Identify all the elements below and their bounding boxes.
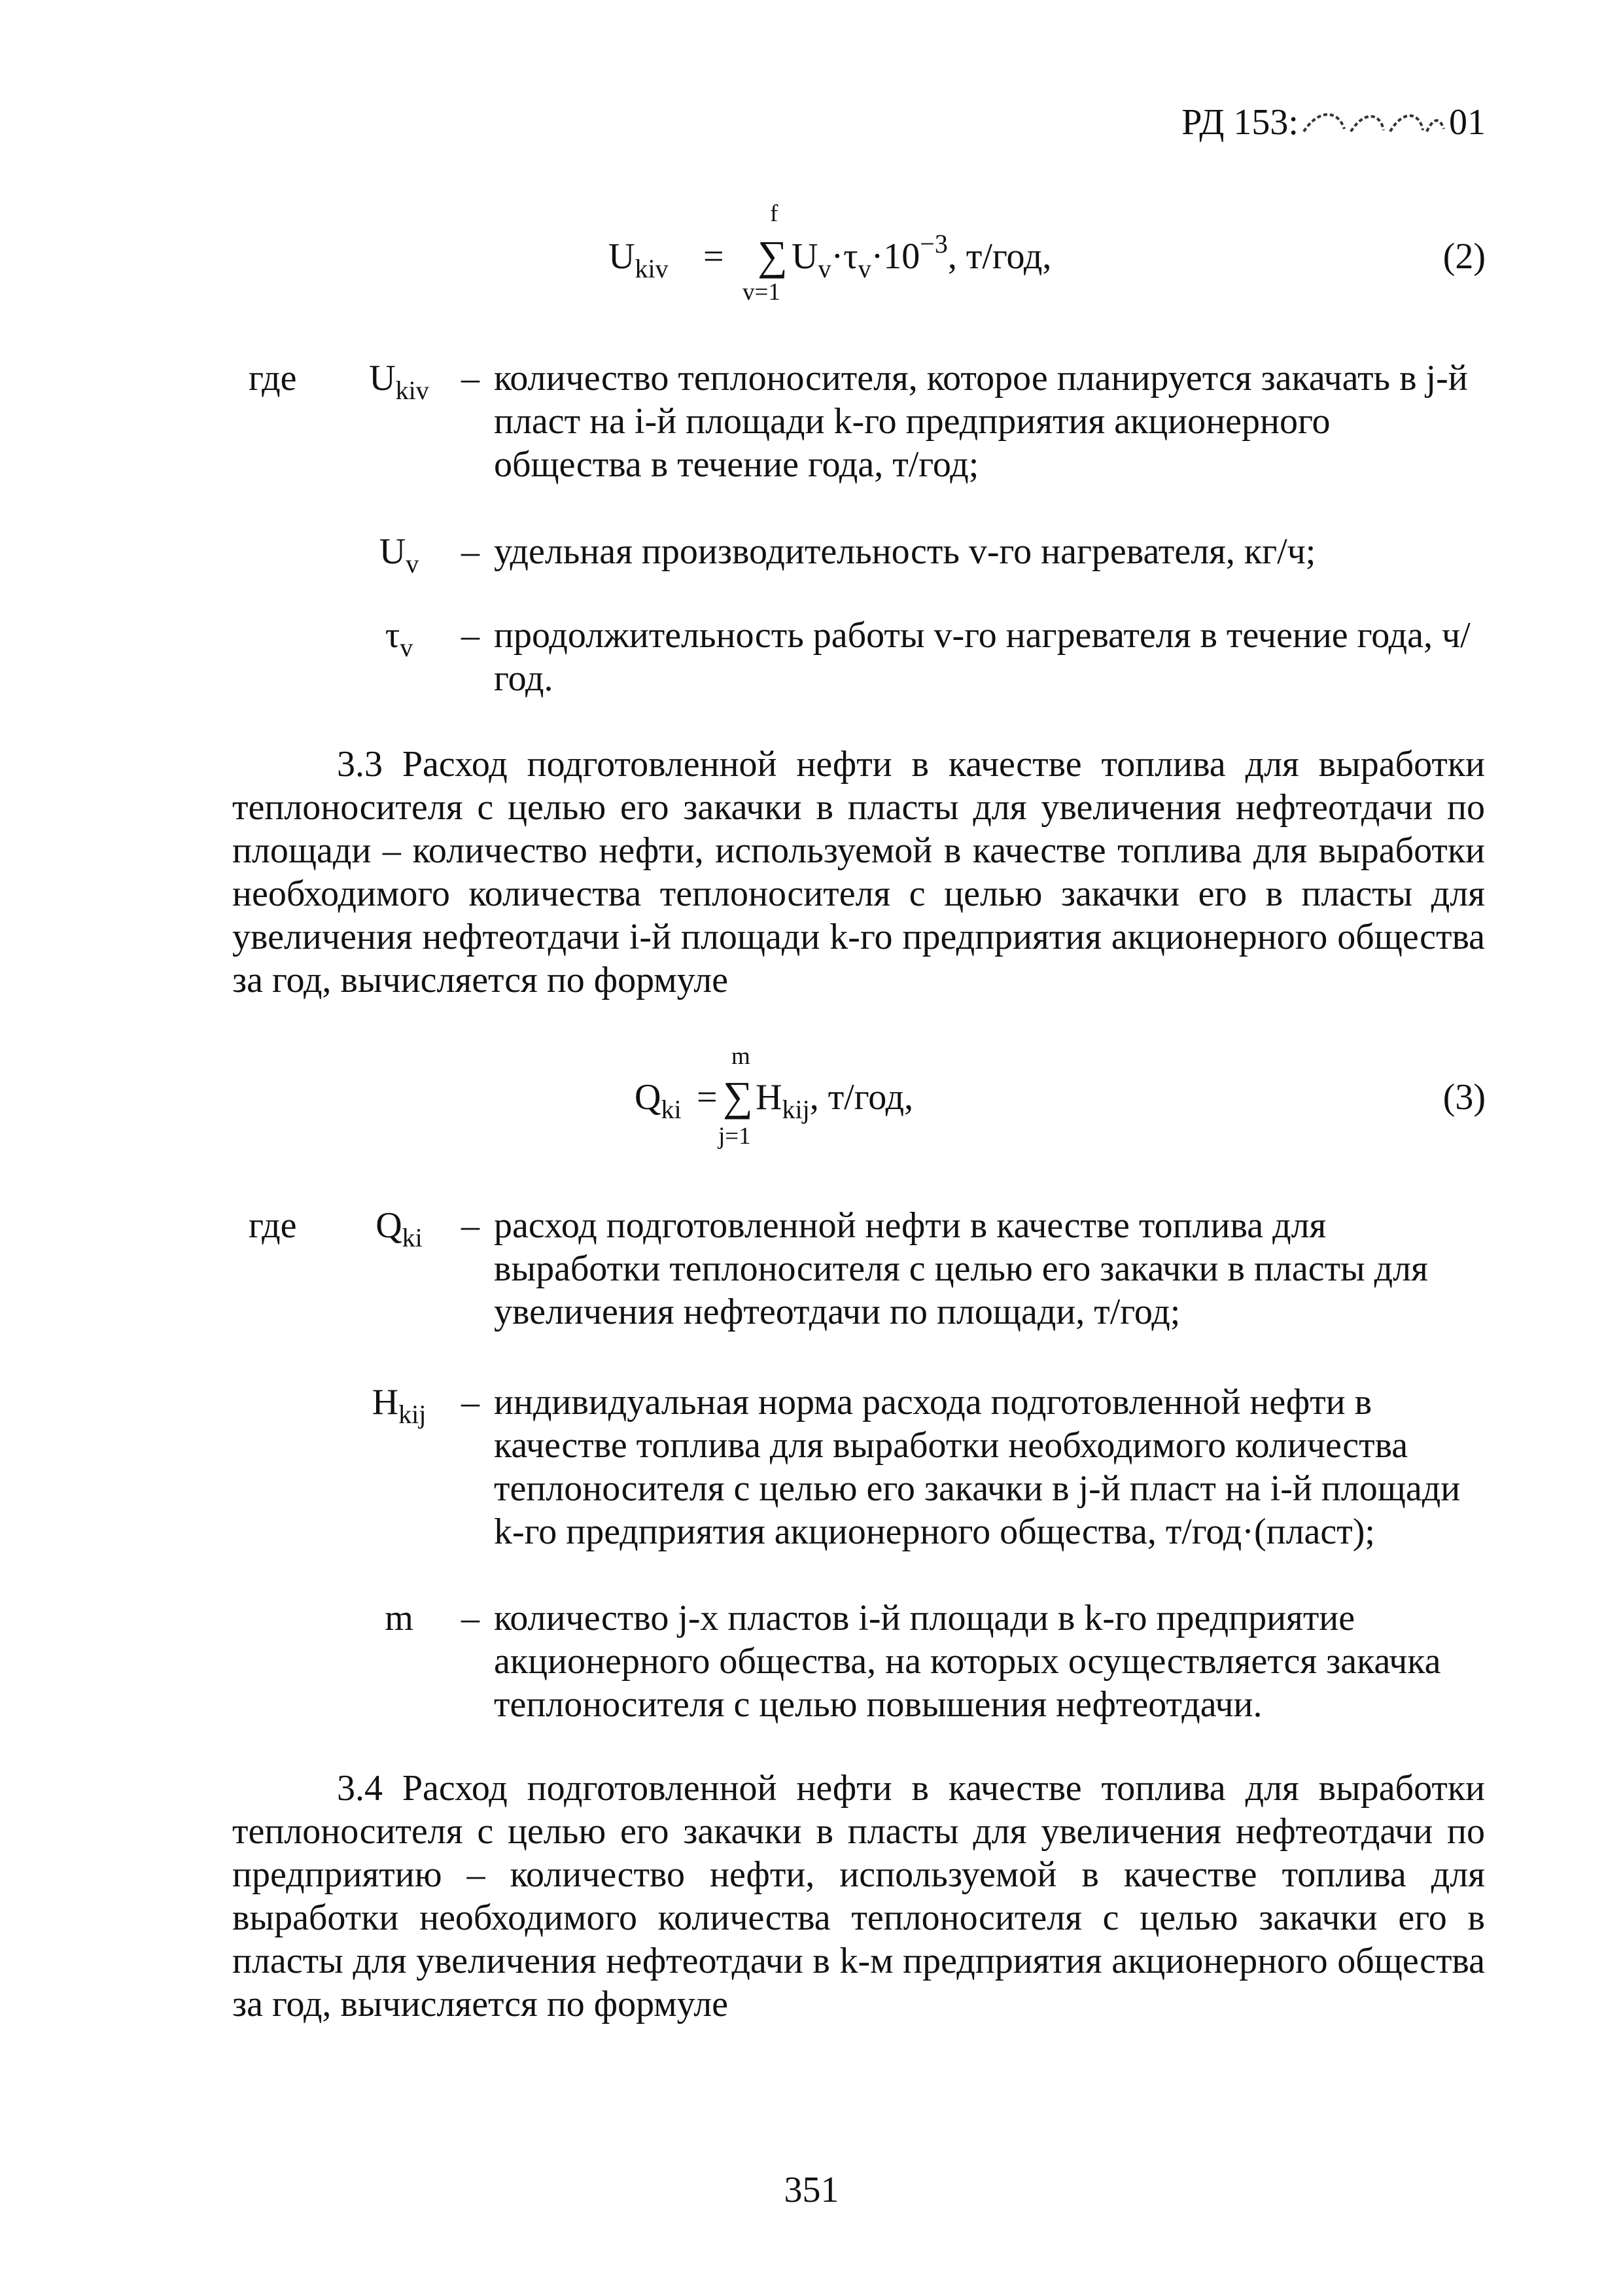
paragraph-3-4: 3.4 Расход подготовленной нефти в качестве топлива для выработки теплоносителя с целью его закачки в пласты для увеличения нефтеотдачи по предприятию – количество нефти, используемой в качестве топлива для выработки необходимого количества теплоносителя с целью закачки его в пласты для увеличения нефтеотдачи в k-м предприятия акционерного общества за год, вычисляется по формуле <box>232 1768 1485 2024</box>
definition-text: количество j-х пластов i-й площади в k-го предприятие акционерного общества, на которых осуществляется закачка теплоносителя с целью повышения нефтеотдачи. <box>494 1598 1441 1725</box>
definition-qki: где $Q_{ki}$ – расход подготовленной нефти в качестве топлива для выработки теплоносителя с целью его закачки в пласты для увеличения нефтеотдачи по площади, т/год; <box>249 1204 1485 1333</box>
symbol: $U_{kiv}$ <box>369 358 429 405</box>
document-code <box>1181 101 1486 143</box>
sum-upper-limit: f <box>770 200 778 227</box>
definition-hkij: $H_{kij}$ – индивидуальная норма расхода подготовленной нефти в качестве топлива для выработки необходимого количества теплоносителя с целью его закачки в j-й пласт на i-й площади k-го предприятия акционерного общества, т/год·(пласт); <box>249 1381 1485 1553</box>
equation-number-2: (2) <box>1442 236 1486 277</box>
definition-text: количество теплоносителя, которое планируется закачать в j-й пласт на i-й площади k-го предприятия акционерного общества в течение года, т/год; <box>494 358 1468 485</box>
paragraph-3-3: 3.3 Расход подготовленной нефти в качестве топлива для выработки теплоносителя с целью его закачки в пласты для увеличения нефтеотдачи по площади – количество нефти, используемой в качестве топлива для выработки необходимого количества теплоносителя с целью закачки его в пласты для увеличения нефтеотдачи i-й площади k-го предприятия акционерного общества за год, вычисляется по формуле <box>232 744 1485 1000</box>
symbol: m <box>385 1598 413 1638</box>
symbol: $U_v$ <box>379 531 419 578</box>
document-code-prefix: РД 153: <box>1181 102 1299 143</box>
handwritten-number-stamp <box>1299 103 1449 139</box>
sum-sign: ∑ <box>758 232 788 279</box>
definition-text: продолжительность работы v-го нагревателя в течение года, ч/год. <box>494 615 1471 699</box>
sum-sign: ∑ <box>723 1073 753 1120</box>
where-label: где <box>249 1205 297 1246</box>
sum-lower-limit: j=1 <box>718 1123 751 1150</box>
definition-text: индивидуальная норма расхода подготовленной нефти в качестве топлива для выработки необходимого количества теплоносителя с целью его закачки в j-й пласт на i-й площади k-го предприятия акционерного общества, т/год·(пласт); <box>494 1382 1461 1552</box>
where-label: где <box>249 358 297 398</box>
symbol: $\tau_v$ <box>385 615 413 662</box>
document-page: РД 153: 01 $U_{kiv}$ = f ∑ v=1 $U_v\cdot\tau_v\cdot 10^{-3}$, т/год, (2) где $U_{kiv}$ – количество теплоносителя, которое планируется закачать в j-й пласт на i-й площади k-го предприятия акционерного общества в течение года, т/год; $U_v$ – удельная производительность v-го нагревателя, кг/ч; $\tau_v$ – продолжительность работы v-го нагревателя в течение года, ч/год. 3.3 Расход подготовленной нефти в качестве топлива для выработки теплоносителя с целью его закачки в пласты для увеличения нефтеотдачи по площади – количество нефти, используемой в качестве топлива для выработки необходимого количества теплоносителя с целью закачки его в пласты для увеличения нефтеотдачи i-й площади k-го предприятия акционерного общества за год, вычисляется по формуле $Q_{ki}$ = m ∑ j=1 $H_{kij}$, т/год, (3) где $Q_{ki}$ – расход подготовленной нефти в качестве топлива для выработки теплоносителя с целью его закачки в пласты для увеличения нефтеотдачи по площади, т/год; $H_{kij}$ – индивидуальная норма расхода подготовленной нефти в качестве топлива для выработки необходимого количества теплоносителя с целью его закачки в j-й пласт на i-й площади k-го предприятия акционерного общества, т/год·(пласт); m – количество j-х пластов i-й площади в k-го предприятие акционерного общества, на которых осуществляется закачка теплоносителя с целью повышения нефтеотдачи. 3.4 Расход подготовленной нефти в качестве топлива для выработки теплоносителя с целью его закачки в пласты для увеличения нефтеотдачи по предприятию – количество нефти, используемой в качестве топлива для выработки необходимого количества теплоносителя с целью закачки его в пласты для увеличения нефтеотдачи в k-м предприятия акционерного общества за год, вычисляется по формуле 351 <box>0 0 1623 2296</box>
definition-tau-v: $\tau_v$ – продолжительность работы v-го нагревателя в течение года, ч/год. <box>249 614 1485 700</box>
definition-uv: $U_v$ – удельная производительность v-го нагревателя, кг/ч; <box>249 530 1485 573</box>
definition-m: m – количество j-х пластов i-й площади в k-го предприятие акционерного общества, на которых осуществляется закачка теплоносителя с целью повышения нефтеотдачи. <box>249 1597 1485 1726</box>
definition-text: удельная производительность v-го нагревателя, кг/ч; <box>494 531 1316 572</box>
document-code-suffix: 01 <box>1449 102 1486 143</box>
equation-number-3: (3) <box>1442 1077 1486 1118</box>
symbol: $H_{kij}$ <box>372 1382 427 1429</box>
sum-lower-limit: v=1 <box>742 279 780 306</box>
sum-upper-limit: m <box>731 1043 750 1070</box>
page-number: 351 <box>784 2170 839 2210</box>
definition-ukiv: где $U_{kiv}$ – количество теплоносителя, которое планируется закачать в j-й пласт на i-й площади k-го предприятия акционерного общества в течение года, т/год; <box>249 357 1485 486</box>
symbol: $Q_{ki}$ <box>375 1205 423 1252</box>
definition-text: расход подготовленной нефти в качестве топлива для выработки теплоносителя с целью его закачки в пласты для увеличения нефтеотдачи по площади, т/год; <box>494 1205 1428 1332</box>
